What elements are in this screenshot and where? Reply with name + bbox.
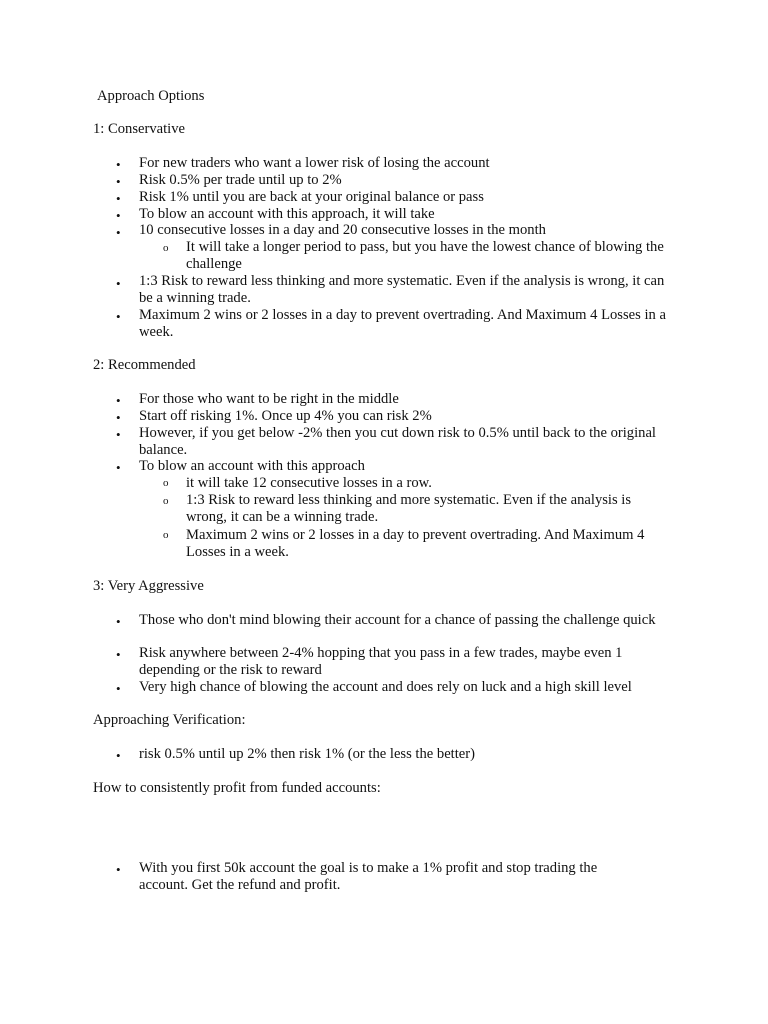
subbullet-marker: o <box>163 495 169 507</box>
bullet-marker: • <box>116 862 121 877</box>
sub-list-item: Maximum 2 wins or 2 losses in a day to prevent overtrading. And Maximum 4 Losses in a week. <box>186 527 645 560</box>
list-item: Those who don't mind blowing their account for a chance of passing the challenge quick <box>139 612 656 628</box>
list-item: 10 consecutive losses in a day and 20 consecutive losses in the month <box>139 222 546 238</box>
list-item: Risk 1% until you are back at your original balance or pass <box>139 189 484 205</box>
sub-list-item: 1:3 Risk to reward less thinking and more systematic. Even if the analysis is wrong, it can be a winning trade. <box>186 492 632 525</box>
subbullet-marker: o <box>163 477 169 489</box>
section-heading-aggressive: 3: Very Aggressive <box>93 578 204 594</box>
list-item: Very high chance of blowing the account and does rely on luck and a high skill level <box>139 679 632 695</box>
document-title: Approach Options <box>97 88 205 104</box>
list-item: With you first 50k account the goal is to make a 1% profit and stop trading the account. Get the refund and profit. <box>139 860 598 893</box>
bullet-marker: • <box>116 460 121 475</box>
bullet-marker: • <box>116 681 121 696</box>
bullet-marker: • <box>116 191 121 206</box>
list-item: risk 0.5% until up 2% then risk 1% (or the less the better) <box>139 746 475 762</box>
list-item: To blow an account with this approach <box>139 458 365 474</box>
bullet-marker: • <box>116 748 121 763</box>
bullet-marker: • <box>116 225 121 240</box>
bullet-marker: • <box>116 309 121 324</box>
list-item: For those who want to be right in the middle <box>139 391 399 407</box>
bullet-marker: • <box>116 410 121 425</box>
bullet-marker: • <box>116 174 121 189</box>
list-item: To blow an account with this approach, it will take <box>139 206 435 222</box>
list-item: Start off risking 1%. Once up 4% you can risk 2% <box>139 408 432 424</box>
list-item: 1:3 Risk to reward less thinking and more systematic. Even if the analysis is wrong, it can be a winning trade. <box>139 273 665 306</box>
list-item: Maximum 2 wins or 2 losses in a day to prevent overtrading. And Maximum 4 Losses in a week. <box>139 307 666 340</box>
bullet-marker: • <box>116 208 121 223</box>
list-item: However, if you get below -2% then you cut down risk to 0.5% until back to the original balance. <box>139 425 656 458</box>
list-item: For new traders who want a lower risk of losing the account <box>139 155 490 171</box>
bullet-marker: • <box>116 393 121 408</box>
bullet-marker: • <box>116 276 121 291</box>
bullet-marker: • <box>116 157 121 172</box>
subbullet-marker: o <box>163 529 169 541</box>
bullet-marker: • <box>116 614 121 629</box>
subbullet-marker: o <box>163 242 169 254</box>
bullet-marker: • <box>116 647 121 662</box>
bullet-marker: • <box>116 427 121 442</box>
sub-list-item: It will take a longer period to pass, but you have the lowest chance of blowing the challenge <box>186 239 664 272</box>
section-heading-recommended: 2: Recommended <box>93 357 196 373</box>
section-heading-verification: Approaching Verification: <box>93 712 246 728</box>
section-heading-funded: How to consistently profit from funded accounts: <box>93 780 381 796</box>
list-item: Risk 0.5% per trade until up to 2% <box>139 172 342 188</box>
list-item: Risk anywhere between 2-4% hopping that you pass in a few trades, maybe even 1 depending or the risk to reward <box>139 645 623 678</box>
sub-list-item: it will take 12 consecutive losses in a row. <box>186 475 432 491</box>
section-heading-conservative: 1: Conservative <box>93 121 186 137</box>
